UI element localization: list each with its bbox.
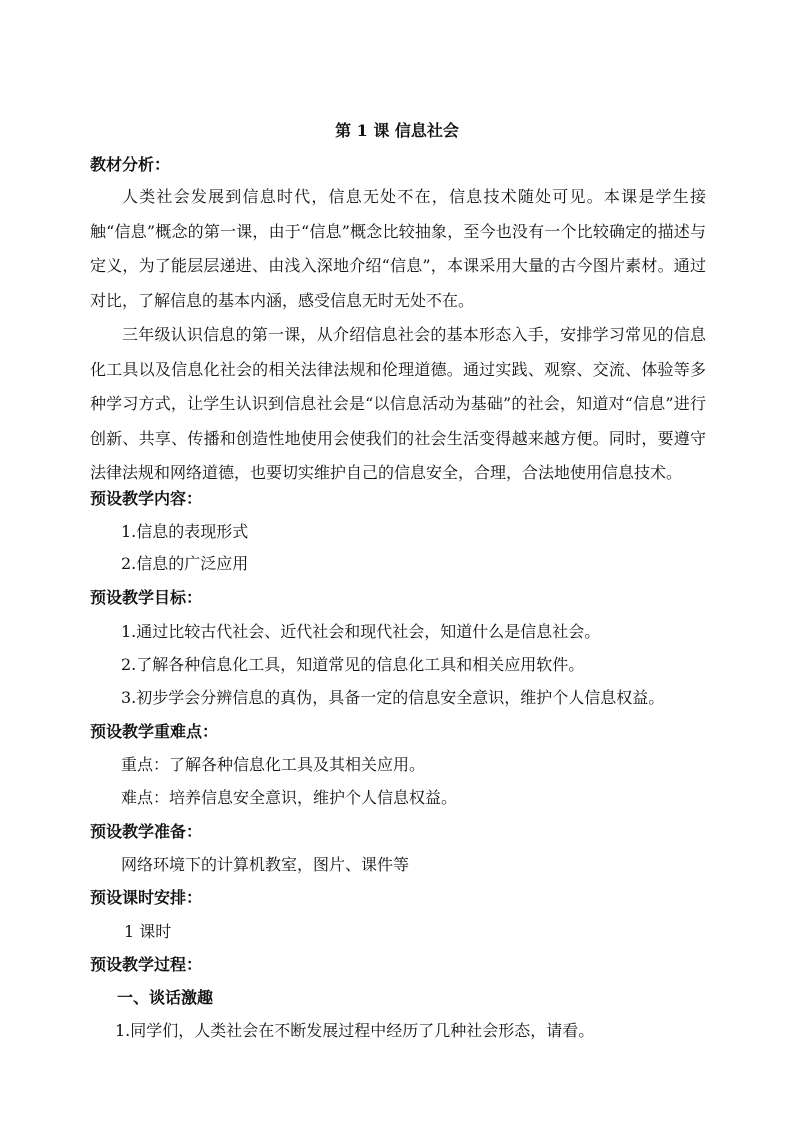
analysis-paragraph-2: 三年级认识信息的第一课，从介绍信息社会的基本形态入手，安排学习常见的信息化工具以及信息化社会的相关法律法规和伦理道德。通过实践、观察、交流、体验等多种学习方式，让学生认识到信息社会是“以信息活动为基础”的社会，知道对“信息”进行创新、共享、传播和创造性地使用会使我们的社会生活变得越来越方便。同时，要遵守法律法规和网络道德，也要切实维护自己的信息安全，合理，合法地使用信息技术。 [90, 325, 706, 482]
goal-item: 2.了解各种信息化工具，知道常见的信息化工具和相关应用软件。 [121, 655, 585, 674]
section-heading-key-points: 预设教学重难点： [90, 722, 219, 741]
section-heading-analysis: 教材分析： [90, 155, 171, 174]
content-item: 2.信息的广泛应用 [121, 554, 249, 573]
section-heading-goals: 预设教学目标： [90, 588, 203, 607]
preparation-item: 网络环境下的计算机教室，图片、课件等 [121, 855, 410, 874]
section-heading-process: 预设教学过程： [90, 955, 203, 974]
difficult-point-item: 难点：培养信息安全意识，维护个人信息权益。 [121, 788, 458, 807]
key-point-item: 重点：了解各种信息化工具及其相关应用。 [121, 755, 426, 774]
content-item: 1.信息的表现形式 [121, 522, 249, 541]
section-heading-preparation: 预设教学准备： [90, 822, 203, 841]
analysis-paragraph-1: 人类社会发展到信息时代，信息无处不在，信息技术随处可见。本课是学生接触“信息”概念的第一课，由于“信息”概念比较抽象，至今也没有一个比较确定的描述与定义，为了能层层递进、由浅入深地介绍“信息”，本课采用大量的古今图片素材。通过对比，了解信息的基本内涵，感受信息无时无处不在。 [90, 187, 706, 310]
lesson-title: 第 1 课 信息社会 [335, 121, 459, 140]
section-heading-schedule: 预设课时安排： [90, 888, 203, 907]
schedule-item: 1 课时 [124, 922, 172, 941]
process-item: 1.同学们，人类社会在不断发展过程中经历了几种社会形态，请看。 [115, 1021, 595, 1040]
process-subheading: 一、谈话激趣 [117, 988, 214, 1007]
goal-item: 1.通过比较古代社会、近代社会和现代社会，知道什么是信息社会。 [121, 622, 601, 641]
section-heading-content: 预设教学内容： [90, 489, 203, 508]
goal-item: 3.初步学会分辨信息的真伪，具备一定的信息安全意识，维护个人信息权益。 [121, 688, 665, 707]
